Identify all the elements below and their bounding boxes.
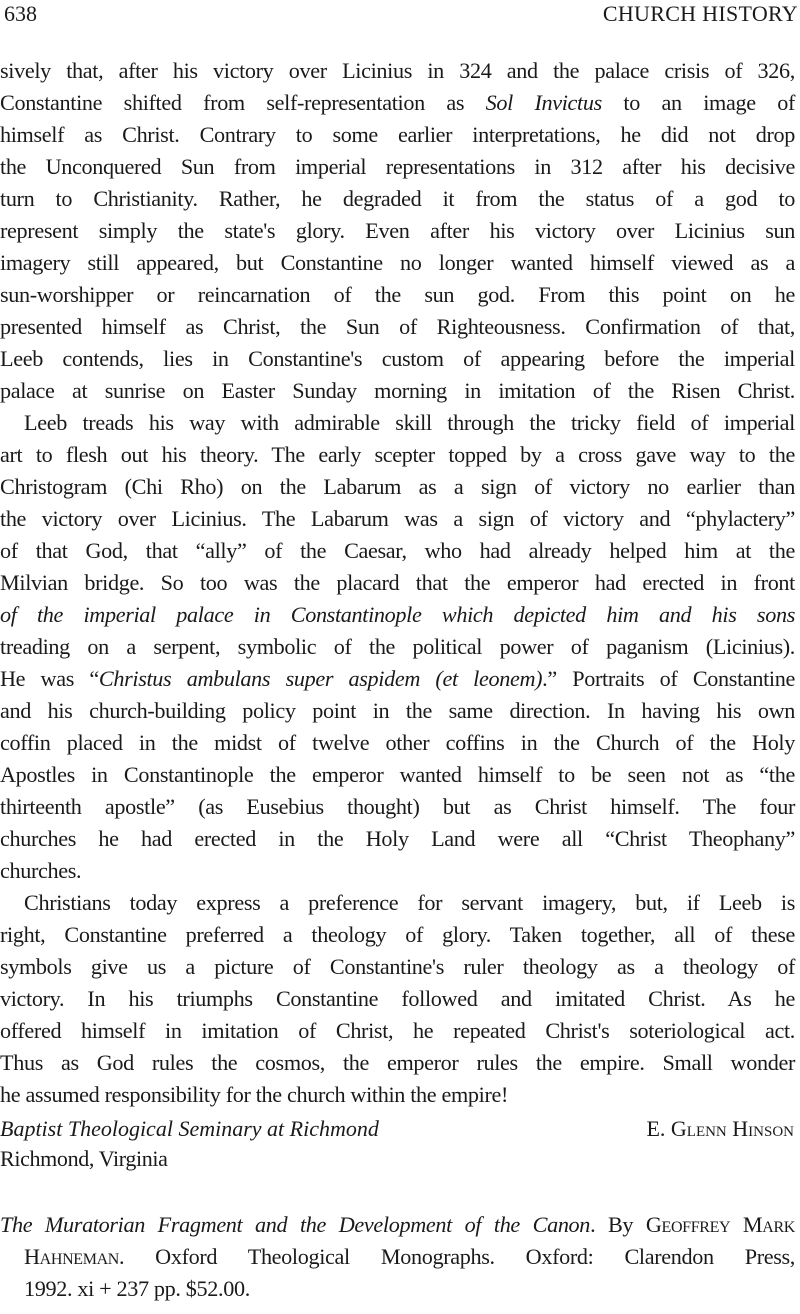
text-line: himself as Christ. Contrary to some earlier interpretations, he did not drop [0, 122, 795, 147]
text-line: he assumed responsibility for the church within the empire! [0, 1082, 509, 1107]
text-line: Apostles in Constantinople the emperor wanted himself to be seen not as “the [0, 762, 795, 787]
text-line: the Unconquered Sun from imperial representations in 312 after his decisive [0, 154, 795, 179]
text-line: thirteenth apostle” (as Eusebius thought) but as Christ himself. The four [0, 794, 795, 819]
text-span: .” Portraits of Constantine [542, 666, 795, 691]
book-author: Geoffrey Mark [645, 1212, 795, 1237]
text-line: churches. [0, 858, 82, 883]
text-line: and his church-building policy point in the same direction. In having his own [0, 698, 795, 723]
italic-quote: Christus ambulans super aspidem (et leonem) [98, 666, 543, 691]
italic-term: Sol Invictus [485, 90, 602, 115]
text-line: Leeb treads his way with admirable skill through the tricky field of imperial [24, 410, 795, 435]
text-line: sively that, after his victory over Licinius in 324 and the palace crisis of 326, [0, 58, 795, 83]
text-line: palace at sunrise on Easter Sunday morning in imitation of the Risen Christ. [0, 378, 795, 403]
text-line: turn to Christianity. Rather, he degraded it from the status of a god to [0, 186, 795, 211]
text-line: Leeb contends, lies in Constantine's custom of appearing before the imperial [0, 346, 795, 371]
text-line: the victory over Licinius. The Labarum was a sign of victory and “phylactery” [0, 506, 795, 531]
book-citation-line-1 [0, 1210, 795, 1240]
text-span: He was “ [0, 666, 99, 691]
text-line: represent simply the state's glory. Even after his victory over Licinius sun [0, 218, 795, 243]
text-line: coffin placed in the midst of twelve other coffins in the Church of the Holy [0, 730, 795, 755]
text-line: offered himself in imitation of Christ, he repeated Christ's soteriological act. [0, 1018, 795, 1043]
text-line: Thus as God rules the cosmos, the emperor rules the empire. Small wonder [0, 1050, 795, 1075]
text-line: sun-worshipper or reincarnation of the sun god. From this point on he [0, 282, 795, 307]
text-line: treading on a serpent, symbolic of the political power of paganism (Licinius). [0, 634, 795, 659]
text-line: of the imperial palace in Constantinople which depicted him and his sons [0, 602, 795, 627]
text-span: Constantine shifted from self-representation as [0, 90, 486, 115]
text-line: imagery still appeared, but Constantine no longer wanted himself viewed as a [0, 250, 795, 275]
book-citation-line-2 [24, 1242, 795, 1272]
text-line [0, 88, 795, 118]
text-line: presented himself as Christ, the Sun of Righteousness. Confirmation of that, [0, 314, 795, 339]
book-title: The Muratorian Fragment and the Development of the Canon [0, 1212, 591, 1237]
text-line [0, 664, 795, 694]
text-line: right, Constantine preferred a theology of glory. Taken together, all of these [0, 922, 795, 947]
text-span: to an image of [601, 90, 795, 115]
text-line: symbols give us a picture of Constantine's ruler theology as a theology of [0, 954, 795, 979]
reviewer-institution: Baptist Theological Seminary at Richmond [0, 1116, 379, 1141]
text-line: Milvian bridge. So too was the placard that the emperor had erected in front [0, 570, 795, 595]
text-line: victory. In his triumphs Constantine followed and imitated Christ. As he [0, 986, 795, 1011]
text-span: . Oxford Theological Monographs. Oxford: Clarendon Press, [119, 1244, 795, 1269]
page-number: 638 [4, 1, 37, 26]
reviewer-location: Richmond, Virginia [0, 1146, 168, 1171]
reviewer-name: E. Glenn Hinson [646, 1116, 794, 1141]
book-citation-line-3: 1992. xi + 237 pp. $52.00. [24, 1276, 250, 1301]
text-line: of that God, that “ally” of the Caesar, who had already helped him at the [0, 538, 795, 563]
running-head [4, 0, 798, 28]
text-line: churches he had erected in the Holy Land were all “Christ Theophany” [0, 826, 795, 851]
journal-title: CHURCH HISTORY [602, 1, 798, 26]
text-span: . By [590, 1212, 646, 1237]
text-line: art to flesh out his theory. The early scepter topped by a cross gave way to the [0, 442, 795, 467]
text-line: Christians today express a preference for servant imagery, but, if Leeb is [24, 890, 795, 915]
text-line: Christogram (Chi Rho) on the Labarum as a sign of victory no earlier than [0, 474, 795, 499]
book-author: Hahneman [24, 1244, 119, 1269]
